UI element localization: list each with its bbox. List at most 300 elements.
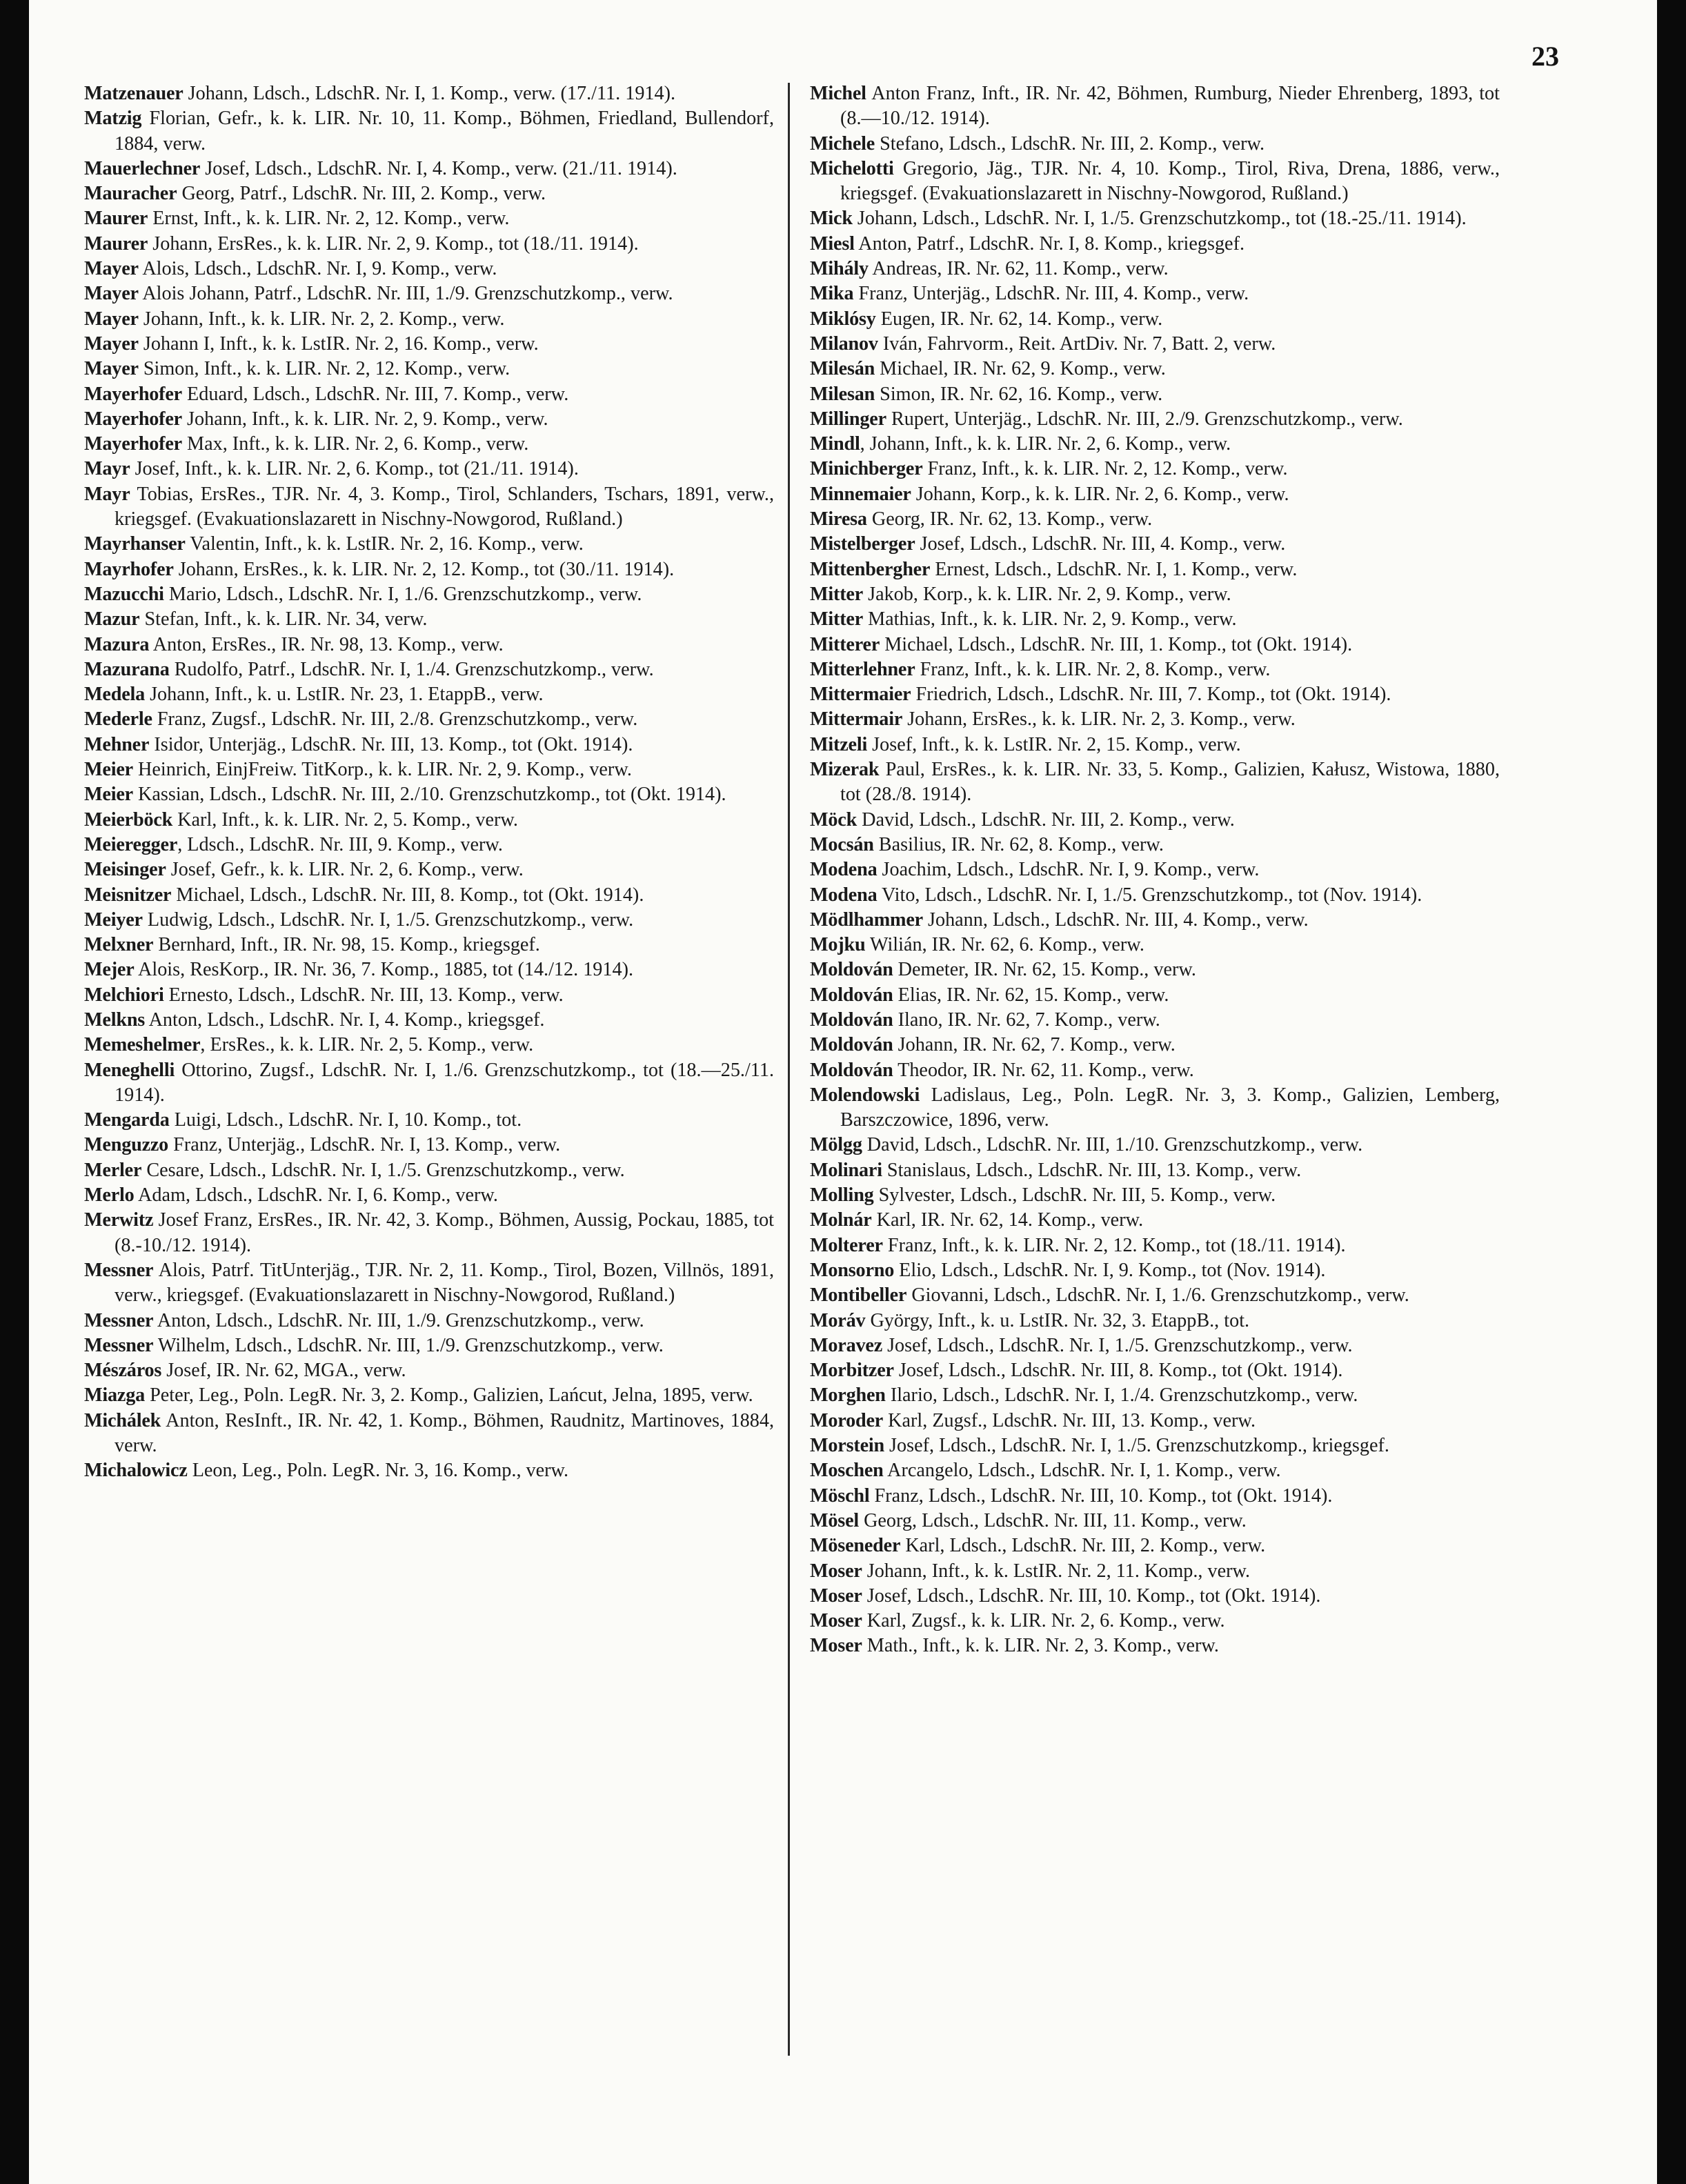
entry-details: Vito, Ldsch., LdschR. Nr. I, 1./5. Grenzschutzkomp., tot (Nov. 1914). — [877, 884, 1422, 906]
list-entry — [84, 232, 774, 257]
entry-details: Alois Johann, Patrf., LdschR. Nr. III, 1./9. Grenzschutzkomp., verw. — [138, 283, 673, 305]
entry-details: Joachim, Ldsch., LdschR. Nr. I, 9. Komp., verw. — [877, 859, 1260, 881]
entry-details: , Johann, Inft., k. k. LIR. Nr. 2, 6. Komp., verw. — [860, 433, 1231, 455]
entry-surname: Modena — [810, 884, 877, 906]
list-entry — [810, 232, 1500, 257]
entry-details: Johann, ErsRes., k. k. LIR. Nr. 2, 3. Komp., verw. — [902, 708, 1296, 731]
list-entry — [810, 1584, 1500, 1609]
list-entry — [810, 132, 1500, 157]
entry-surname: Molinari — [810, 1159, 882, 1181]
entry-details: Wilhelm, Ldsch., LdschR. Nr. III, 1./9. Grenzschutzkomp., verw. — [153, 1334, 664, 1356]
list-entry — [810, 1158, 1500, 1183]
entry-details: Elias, IR. Nr. 62, 15. Komp., verw. — [893, 984, 1169, 1006]
entry-details: Josef, Inft., k. k. LIR. Nr. 2, 6. Komp., tot (21./11. 1914). — [130, 458, 579, 480]
entry-details: Cesare, Ldsch., LdschR. Nr. I, 1./5. Grenzschutzkomp., verw. — [141, 1159, 625, 1181]
list-entry — [84, 557, 774, 582]
list-entry — [810, 357, 1500, 381]
entry-surname: Monsorno — [810, 1259, 895, 1281]
entry-surname: Merler — [84, 1159, 142, 1181]
entry-surname: Mazucchi — [84, 583, 164, 605]
list-entry — [810, 1533, 1500, 1558]
entry-details: Florian, Gefr., k. k. LIR. Nr. 10, 11. Komp., Böhmen, Friedland, Bullendorf, 1884, verw. — [115, 108, 774, 155]
entry-details: Anton Franz, Inft., IR. Nr. 42, Böhmen, Rumburg, Nieder Ehrenberg, 1893, tot (8.—10./12. 1914). — [840, 83, 1500, 130]
entry-details: Johann, ErsRes., k. k. LIR. Nr. 2, 12. Komp., tot (30./11. 1914). — [173, 558, 675, 580]
list-entry — [84, 1033, 774, 1058]
entry-surname: Melxner — [84, 934, 154, 956]
entry-surname: Merlo — [84, 1184, 135, 1207]
list-entry — [810, 1033, 1500, 1058]
list-entry — [810, 1283, 1500, 1308]
entry-surname: Milesan — [810, 383, 875, 405]
list-entry — [84, 657, 774, 682]
entry-surname: Mayer — [84, 358, 139, 380]
entry-surname: Mölgg — [810, 1134, 862, 1156]
entry-surname: Maurer — [84, 232, 148, 255]
entry-surname: Moldován — [810, 1059, 893, 1081]
list-entry — [810, 1083, 1500, 1133]
entry-surname: Mitter — [810, 583, 864, 605]
list-entry — [810, 657, 1500, 682]
list-entry — [810, 633, 1500, 657]
entry-details: Josef, Ldsch., LdschR. Nr. I, 1./5. Grenzschutzkomp., verw. — [882, 1334, 1353, 1356]
entry-details: Karl, Inft., k. k. LIR. Nr. 2, 5. Komp., verw. — [172, 808, 518, 831]
list-entry — [810, 1008, 1500, 1033]
entry-surname: Miklósy — [810, 308, 876, 330]
entry-details: Iván, Fahrvorm., Reit. ArtDiv. Nr. 7, Batt. 2, verw. — [877, 332, 1276, 355]
list-entry — [810, 1233, 1500, 1258]
entry-details: Alois, Patrf. TitUnterjäg., TJR. Nr. 2, 11. Komp., Tirol, Bozen, Villnös, 1891, verw., kriegsgef. (Evakuationslazarett in Nischny-Nowgorod, Rußland.) — [115, 1259, 774, 1307]
list-entry — [810, 507, 1500, 532]
entry-details: Karl, Zugsf., k. k. LIR. Nr. 2, 6. Komp., verw. — [862, 1610, 1225, 1632]
entry-details: Anton, Patrf., LdschR. Nr. I, 8. Komp., kriegsgef. — [854, 232, 1244, 255]
entry-details: Josef, Gefr., k. k. LIR. Nr. 2, 6. Komp., verw. — [166, 859, 524, 881]
entry-surname: Moser — [810, 1560, 862, 1582]
entry-details: Michael, IR. Nr. 62, 9. Komp., verw. — [875, 358, 1166, 380]
list-entry — [84, 808, 774, 833]
entry-details: Luigi, Ldsch., LdschR. Nr. I, 10. Komp., tot. — [169, 1109, 522, 1131]
entry-details: Basilius, IR. Nr. 62, 8. Komp., verw. — [873, 833, 1164, 855]
list-entry — [810, 482, 1500, 507]
list-entry — [810, 407, 1500, 432]
entry-surname: Meisinger — [84, 859, 166, 881]
list-entry — [810, 908, 1500, 933]
list-entry — [84, 1158, 774, 1183]
entry-details: Georg, Ldsch., LdschR. Nr. III, 11. Komp., verw. — [859, 1509, 1247, 1531]
entry-details: Kassian, Ldsch., LdschR. Nr. III, 2./10. Grenzschutzkomp., tot (Okt. 1914). — [132, 784, 726, 806]
entry-details: Johann, IR. Nr. 62, 7. Komp., verw. — [893, 1034, 1176, 1056]
entry-surname: Mayer — [84, 258, 139, 280]
entry-surname: Modena — [810, 859, 877, 881]
entry-details: Anton, ErsRes., IR. Nr. 98, 13. Komp., verw. — [149, 633, 504, 655]
entry-details: Josef, Ldsch., LdschR. Nr. I, 4. Komp., verw. (21./11. 1914). — [200, 157, 677, 179]
list-entry — [810, 382, 1500, 407]
entry-surname: Mayerhofer — [84, 433, 182, 455]
entry-details: Franz, Ldsch., LdschR. Nr. III, 10. Komp., tot (Okt. 1914). — [869, 1485, 1333, 1507]
entry-details: Johann, ErsRes., k. k. LIR. Nr. 2, 9. Komp., tot (18./11. 1914). — [148, 232, 639, 255]
entry-details: Math., Inft., k. k. LIR. Nr. 2, 3. Komp., verw. — [862, 1635, 1219, 1657]
entry-surname: Mayer — [84, 283, 139, 305]
entry-details: Mathias, Inft., k. k. LIR. Nr. 2, 9. Komp., verw. — [863, 608, 1237, 631]
list-entry — [84, 1258, 774, 1309]
entry-surname: Morghen — [810, 1384, 886, 1407]
entry-details: Mario, Ldsch., LdschR. Nr. I, 1./6. Grenzschutzkomp., verw. — [163, 583, 642, 605]
list-entry — [84, 1358, 774, 1383]
entry-details: Franz, Zugsf., LdschR. Nr. III, 2./8. Grenzschutzkomp., verw. — [152, 708, 638, 731]
list-entry — [810, 1609, 1500, 1634]
entry-surname: Möseneder — [810, 1535, 901, 1557]
entry-details: Josef Franz, ErsRes., IR. Nr. 42, 3. Komp., Böhmen, Aussig, Pockau, 1885, tot (8.-10./12. 1914). — [115, 1209, 774, 1256]
entry-details: Josef, Ldsch., LdschR. Nr. III, 10. Komp., tot (Okt. 1914). — [862, 1585, 1321, 1607]
entry-details: Gregorio, Jäg., TJR. Nr. 4, 10. Komp., Tirol, Riva, Drena, 1886, verw., kriegsgef. (Evakuationslazarett in Nischny-Nowgorod, Rußland.) — [840, 157, 1500, 205]
list-entry — [84, 633, 774, 657]
list-entry — [84, 206, 774, 231]
entry-surname: Michalowicz — [84, 1460, 188, 1482]
entry-details: Simon, IR. Nr. 62, 16. Komp., verw. — [875, 383, 1163, 405]
entry-details: Stefano, Ldsch., LdschR. Nr. III, 2. Komp., verw. — [875, 132, 1265, 155]
list-entry — [84, 833, 774, 857]
entry-details: Eduard, Ldsch., LdschR. Nr. III, 7. Komp., verw. — [182, 383, 569, 405]
list-entry — [810, 1409, 1500, 1433]
entry-details: Ludwig, Ldsch., LdschR. Nr. I, 1./5. Grenzschutzkomp., verw. — [142, 909, 634, 931]
list-entry — [810, 757, 1500, 808]
entry-details: Johann, Inft., k. u. LstIR. Nr. 23, 1. EtappB., verw. — [145, 684, 544, 706]
column-divider — [788, 83, 790, 2056]
list-entry — [84, 782, 774, 807]
entry-details: Andreas, IR. Nr. 62, 11. Komp., verw. — [868, 258, 1169, 280]
entry-surname: Michele — [810, 132, 875, 155]
entry-details: Theodor, IR. Nr. 62, 11. Komp., verw. — [893, 1059, 1194, 1081]
list-entry — [810, 1258, 1500, 1283]
entry-details: David, Ldsch., LdschR. Nr. III, 1./10. Grenzschutzkomp., verw. — [862, 1134, 1363, 1156]
entry-details: Demeter, IR. Nr. 62, 15. Komp., verw. — [893, 959, 1196, 981]
list-entry — [810, 607, 1500, 632]
entry-details: Georg, Patrf., LdschR. Nr. III, 2. Komp., verw. — [177, 183, 546, 205]
entry-surname: Michelotti — [810, 157, 894, 179]
entry-details: Giovanni, Ldsch., LdschR. Nr. I, 1./6. Grenzschutzkomp., verw. — [906, 1284, 1409, 1307]
entry-surname: Messner — [84, 1259, 154, 1281]
entry-surname: Mittermair — [810, 708, 903, 731]
entry-surname: Mayer — [84, 308, 139, 330]
list-entry — [810, 307, 1500, 332]
list-entry — [84, 532, 774, 557]
list-entry — [84, 1133, 774, 1158]
entry-details: Leon, Leg., Poln. LegR. Nr. 3, 16. Komp., verw. — [187, 1460, 569, 1482]
entry-details: Alois, Ldsch., LdschR. Nr. I, 9. Komp., verw. — [138, 258, 497, 280]
entry-surname: Mick — [810, 208, 853, 230]
entry-details: Karl, IR. Nr. 62, 14. Komp., verw. — [871, 1209, 1144, 1231]
entry-surname: Möck — [810, 808, 857, 831]
list-entry — [84, 1058, 774, 1109]
list-entry — [84, 957, 774, 982]
list-entry — [84, 281, 774, 306]
entry-surname: Milanov — [810, 332, 878, 355]
entry-surname: Mayrhanser — [84, 533, 186, 555]
entry-details: Josef, IR. Nr. 62, MGA., verw. — [161, 1360, 406, 1382]
list-entry — [810, 733, 1500, 757]
entry-surname: Milesán — [810, 358, 875, 380]
entry-surname: Mojku — [810, 934, 866, 956]
list-entry — [810, 1309, 1500, 1333]
entry-details: Eugen, IR. Nr. 62, 14. Komp., verw. — [875, 308, 1163, 330]
entry-details: Karl, Zugsf., LdschR. Nr. III, 13. Komp., verw. — [883, 1409, 1256, 1431]
entry-details: Johann I, Inft., k. k. LstIR. Nr. 2, 16. Komp., verw. — [138, 332, 539, 355]
list-entry — [810, 1058, 1500, 1083]
list-entry — [810, 833, 1500, 857]
list-entry — [810, 983, 1500, 1008]
entry-details: Josef, Ldsch., LdschR. Nr. I, 1./5. Grenzschutzkomp., kriegsgef. — [884, 1435, 1389, 1457]
list-entry — [810, 81, 1500, 132]
entry-surname: Mayrhofer — [84, 558, 174, 580]
entry-surname: Morbitzer — [810, 1360, 894, 1382]
entry-surname: Miresa — [810, 508, 867, 530]
entry-details: Rupert, Unterjäg., LdschR. Nr. III, 2./9. Grenzschutzkomp., verw. — [886, 408, 1403, 430]
entry-surname: Michel — [810, 83, 866, 104]
list-entry — [84, 482, 774, 533]
entry-details: , Ldsch., LdschR. Nr. III, 9. Komp., verw. — [177, 833, 503, 855]
entry-details: Josef, Ldsch., LdschR. Nr. III, 8. Komp., tot (Okt. 1914). — [893, 1360, 1343, 1382]
entry-surname: Mitterer — [810, 633, 880, 655]
list-entry — [810, 957, 1500, 982]
list-entry — [84, 857, 774, 882]
entry-surname: Mittermaier — [810, 684, 911, 706]
list-entry — [84, 407, 774, 432]
entry-surname: Mizerak — [810, 759, 880, 781]
entry-details: Karl, Ldsch., LdschR. Nr. III, 2. Komp., verw. — [900, 1535, 1266, 1557]
entry-surname: Mauerlechner — [84, 157, 201, 179]
entry-details: Ernest, Ldsch., LdschR. Nr. I, 1. Komp., verw. — [930, 558, 1298, 580]
entry-surname: Mazurana — [84, 658, 170, 680]
list-entry — [810, 582, 1500, 607]
entry-surname: Mittenbergher — [810, 558, 931, 580]
entry-details: Johann, Inft., k. k. LstIR. Nr. 2, 11. Komp., verw. — [862, 1560, 1251, 1582]
entry-details: Michael, Ldsch., LdschR. Nr. III, 8. Komp., tot (Okt. 1914). — [171, 884, 644, 906]
entry-surname: Mederle — [84, 708, 152, 731]
entry-details: Franz, Inft., k. k. LIR. Nr. 2, 12. Komp., verw. — [922, 458, 1288, 480]
entry-details: Georg, IR. Nr. 62, 13. Komp., verw. — [866, 508, 1153, 530]
entry-surname: Moldován — [810, 1034, 893, 1056]
entry-details: Anton, Ldsch., LdschR. Nr. I, 4. Komp., kriegsgef. — [145, 1009, 545, 1031]
entry-surname: Meisnitzer — [84, 884, 172, 906]
entry-details: Stefan, Inft., k. k. LIR. Nr. 34, verw. — [139, 608, 428, 631]
list-entry — [84, 682, 774, 707]
list-entry — [810, 257, 1500, 281]
list-entry — [810, 532, 1500, 557]
entry-surname: Mitterlehner — [810, 658, 915, 680]
entry-surname: Meneghelli — [84, 1059, 175, 1081]
entry-surname: Mitter — [810, 608, 864, 631]
list-entry — [84, 357, 774, 381]
entry-details: Anton, Ldsch., LdschR. Nr. III, 1./9. Grenzschutzkomp., verw. — [153, 1309, 644, 1331]
list-entry — [810, 1509, 1500, 1533]
list-entry — [810, 1484, 1500, 1509]
list-entry — [84, 307, 774, 332]
entry-surname: Miazga — [84, 1384, 146, 1407]
list-entry — [810, 157, 1500, 207]
entry-surname: Meiyer — [84, 909, 143, 931]
entry-surname: Mihály — [810, 258, 869, 280]
list-entry — [84, 1409, 774, 1459]
entry-surname: Matzenauer — [84, 83, 184, 104]
entry-details: Stanislaus, Ldsch., LdschR. Nr. III, 13. Komp., verw. — [882, 1159, 1302, 1181]
entry-details: Franz, Inft., k. k. LIR. Nr. 2, 8. Komp., verw. — [915, 658, 1271, 680]
entry-surname: Mösel — [810, 1509, 860, 1531]
entry-details: Anton, ResInft., IR. Nr. 42, 1. Komp., Böhmen, Raudnitz, Martinoves, 1884, verw. — [115, 1409, 774, 1457]
list-entry — [810, 808, 1500, 833]
list-entry — [84, 157, 774, 181]
entry-details: Johann, Ldsch., LdschR. Nr. I, 1./5. Grenzschutzkomp., tot (18.-25./11. 1914). — [852, 208, 1467, 230]
entry-surname: Meier — [84, 759, 133, 781]
entry-surname: Mengarda — [84, 1109, 170, 1131]
list-entry — [84, 1333, 774, 1358]
list-entry — [810, 883, 1500, 908]
entry-surname: Meier — [84, 784, 133, 806]
entry-details: Franz, Inft., k. k. LIR. Nr. 2, 12. Komp., tot (18./11. 1914). — [882, 1234, 1346, 1256]
entry-surname: Moser — [810, 1585, 862, 1607]
list-entry — [84, 106, 774, 157]
entry-surname: Menguzzo — [84, 1134, 169, 1156]
document-page — [29, 0, 1657, 2184]
entry-surname: Matzig — [84, 108, 142, 130]
list-entry — [84, 1183, 774, 1208]
entry-details: Johann, Ldsch., LdschR. Nr. III, 4. Komp., verw. — [922, 909, 1309, 931]
entry-details: David, Ldsch., LdschR. Nr. III, 2. Komp., verw. — [857, 808, 1235, 831]
entry-details: Ottorino, Zugsf., LdschR. Nr. I, 1./6. Grenzschutzkomp., tot (18.—25./11. 1914). — [115, 1059, 774, 1106]
list-entry — [84, 933, 774, 957]
entry-surname: Molling — [810, 1184, 874, 1207]
entry-details: Michael, Ldsch., LdschR. Nr. III, 1. Komp., tot (Okt. 1914). — [880, 633, 1353, 655]
list-entry — [84, 1208, 774, 1258]
entry-surname: Mazura — [84, 633, 150, 655]
entry-details: Franz, Unterjäg., LdschR. Nr. III, 4. Komp., verw. — [853, 283, 1249, 305]
list-entry — [810, 281, 1500, 306]
entry-details: Johann, Ldsch., LdschR. Nr. I, 1. Komp., verw. (17./11. 1914). — [183, 83, 676, 104]
entry-details: Ilario, Ldsch., LdschR. Nr. I, 1./4. Grenzschutzkomp., verw. — [885, 1384, 1358, 1407]
entry-surname: Meieregger — [84, 833, 178, 855]
list-entry — [84, 457, 774, 482]
list-entry — [84, 432, 774, 457]
entry-surname: Melchiori — [84, 984, 164, 1006]
entry-surname: Mocsán — [810, 833, 874, 855]
entry-surname: Mayerhofer — [84, 383, 182, 405]
list-entry — [84, 257, 774, 281]
entry-details: Johann, Inft., k. k. LIR. Nr. 2, 2. Komp., verw. — [138, 308, 505, 330]
right-column — [810, 81, 1500, 1659]
entry-surname: Mayr — [84, 483, 130, 505]
entry-surname: Molterer — [810, 1234, 883, 1256]
entry-details: Ladislaus, Leg., Poln. LegR. Nr. 3, 3. Komp., Galizien, Lemberg, Barszczowice, 1896, verw. — [840, 1084, 1500, 1131]
entry-details: Friedrich, Ldsch., LdschR. Nr. III, 7. Komp., tot (Okt. 1914). — [911, 684, 1391, 706]
entry-details: Ernst, Inft., k. k. LIR. Nr. 2, 12. Komp., verw. — [148, 208, 510, 230]
list-entry — [810, 1183, 1500, 1208]
entry-details: Peter, Leg., Poln. LegR. Nr. 3, 2. Komp., Galizien, Lańcut, Jelna, 1895, verw. — [145, 1384, 753, 1407]
list-entry — [810, 1559, 1500, 1584]
list-entry — [84, 1458, 774, 1483]
entry-details: Ernesto, Ldsch., LdschR. Nr. III, 13. Komp., verw. — [163, 984, 564, 1006]
entry-details: Elio, Ldsch., LdschR. Nr. I, 9. Komp., tot (Nov. 1914). — [894, 1259, 1326, 1281]
entry-surname: Mazur — [84, 608, 140, 631]
list-entry — [84, 733, 774, 757]
list-entry — [84, 332, 774, 357]
list-entry — [84, 1383, 774, 1408]
list-entry — [84, 757, 774, 782]
entry-surname: Moldován — [810, 959, 893, 981]
list-entry — [84, 1108, 774, 1133]
entry-surname: Mehner — [84, 733, 150, 755]
entry-details: Sylvester, Ldsch., LdschR. Nr. III, 5. Komp., verw. — [873, 1184, 1276, 1207]
entry-details: Wilián, IR. Nr. 62, 6. Komp., verw. — [865, 934, 1144, 956]
list-entry — [810, 857, 1500, 882]
entry-details: Franz, Unterjäg., LdschR. Nr. I, 13. Komp., verw. — [168, 1134, 561, 1156]
entry-surname: Moráv — [810, 1309, 866, 1331]
left-column — [84, 81, 774, 1484]
entry-surname: Mayerhofer — [84, 408, 182, 430]
entry-details: Josef, Ldsch., LdschR. Nr. III, 4. Komp., verw. — [915, 533, 1286, 555]
entry-surname: Mészáros — [84, 1360, 162, 1382]
entry-surname: Moldován — [810, 984, 893, 1006]
entry-details: György, Inft., k. u. LstIR. Nr. 32, 3. EtappB., tot. — [865, 1309, 1250, 1331]
list-entry — [84, 908, 774, 933]
list-entry — [84, 382, 774, 407]
entry-surname: Möschl — [810, 1485, 870, 1507]
entry-details: Max, Inft., k. k. LIR. Nr. 2, 6. Komp., verw. — [182, 433, 529, 455]
entry-surname: Molnár — [810, 1209, 872, 1231]
list-entry — [810, 707, 1500, 732]
list-entry — [84, 1309, 774, 1333]
list-entry — [84, 883, 774, 908]
entry-surname: Medela — [84, 684, 146, 706]
list-entry — [84, 81, 774, 106]
entry-details: Tobias, ErsRes., TJR. Nr. 4, 3. Komp., Tirol, Schlanders, Tschars, 1891, verw., kriegsgef. (Evakuationslazarett in Nischny-Nowgorod, Rußland.) — [115, 483, 774, 530]
entry-details: Johann, Korp., k. k. LIR. Nr. 2, 6. Komp., verw. — [911, 483, 1289, 505]
entry-details: , ErsRes., k. k. LIR. Nr. 2, 5. Komp., verw. — [200, 1034, 534, 1056]
entry-details: Ilano, IR. Nr. 62, 7. Komp., verw. — [893, 1009, 1160, 1031]
entry-surname: Maurer — [84, 208, 148, 230]
entry-surname: Minnemaier — [810, 483, 911, 505]
entry-surname: Mistelberger — [810, 533, 915, 555]
page-number: 23 — [1531, 41, 1559, 72]
list-entry — [84, 582, 774, 607]
entry-surname: Moldován — [810, 1009, 893, 1031]
entry-surname: Miesl — [810, 232, 855, 255]
entry-surname: Moschen — [810, 1460, 884, 1482]
list-entry — [810, 1133, 1500, 1158]
list-entry — [84, 983, 774, 1008]
entry-details: Alois, ResKorp., IR. Nr. 36, 7. Komp., 1885, tot (14./12. 1914). — [134, 959, 634, 981]
entry-surname: Morstein — [810, 1435, 884, 1457]
list-entry — [84, 607, 774, 632]
entry-surname: Mayr — [84, 458, 130, 480]
entry-surname: Meierböck — [84, 808, 173, 831]
entry-details: Heinrich, EinjFreiw. TitKorp., k. k. LIR. Nr. 2, 9. Komp., verw. — [132, 759, 632, 781]
list-entry — [810, 1433, 1500, 1458]
entry-surname: Michálek — [84, 1409, 161, 1431]
list-entry — [84, 1008, 774, 1033]
entry-surname: Mayer — [84, 332, 139, 355]
list-entry — [810, 1358, 1500, 1383]
list-entry — [810, 1634, 1500, 1658]
list-entry — [810, 557, 1500, 582]
entry-details: Simon, Inft., k. k. LIR. Nr. 2, 12. Komp., verw. — [138, 358, 510, 380]
entry-surname: Moravez — [810, 1334, 883, 1356]
entry-surname: Moser — [810, 1610, 862, 1632]
entry-surname: Moser — [810, 1635, 862, 1657]
entry-surname: Melkns — [84, 1009, 146, 1031]
list-entry — [810, 432, 1500, 457]
entry-details: Valentin, Inft., k. k. LstIR. Nr. 2, 16. Komp., verw. — [185, 533, 584, 555]
list-entry — [810, 457, 1500, 482]
entry-surname: Mika — [810, 283, 854, 305]
entry-surname: Mejer — [84, 959, 135, 981]
